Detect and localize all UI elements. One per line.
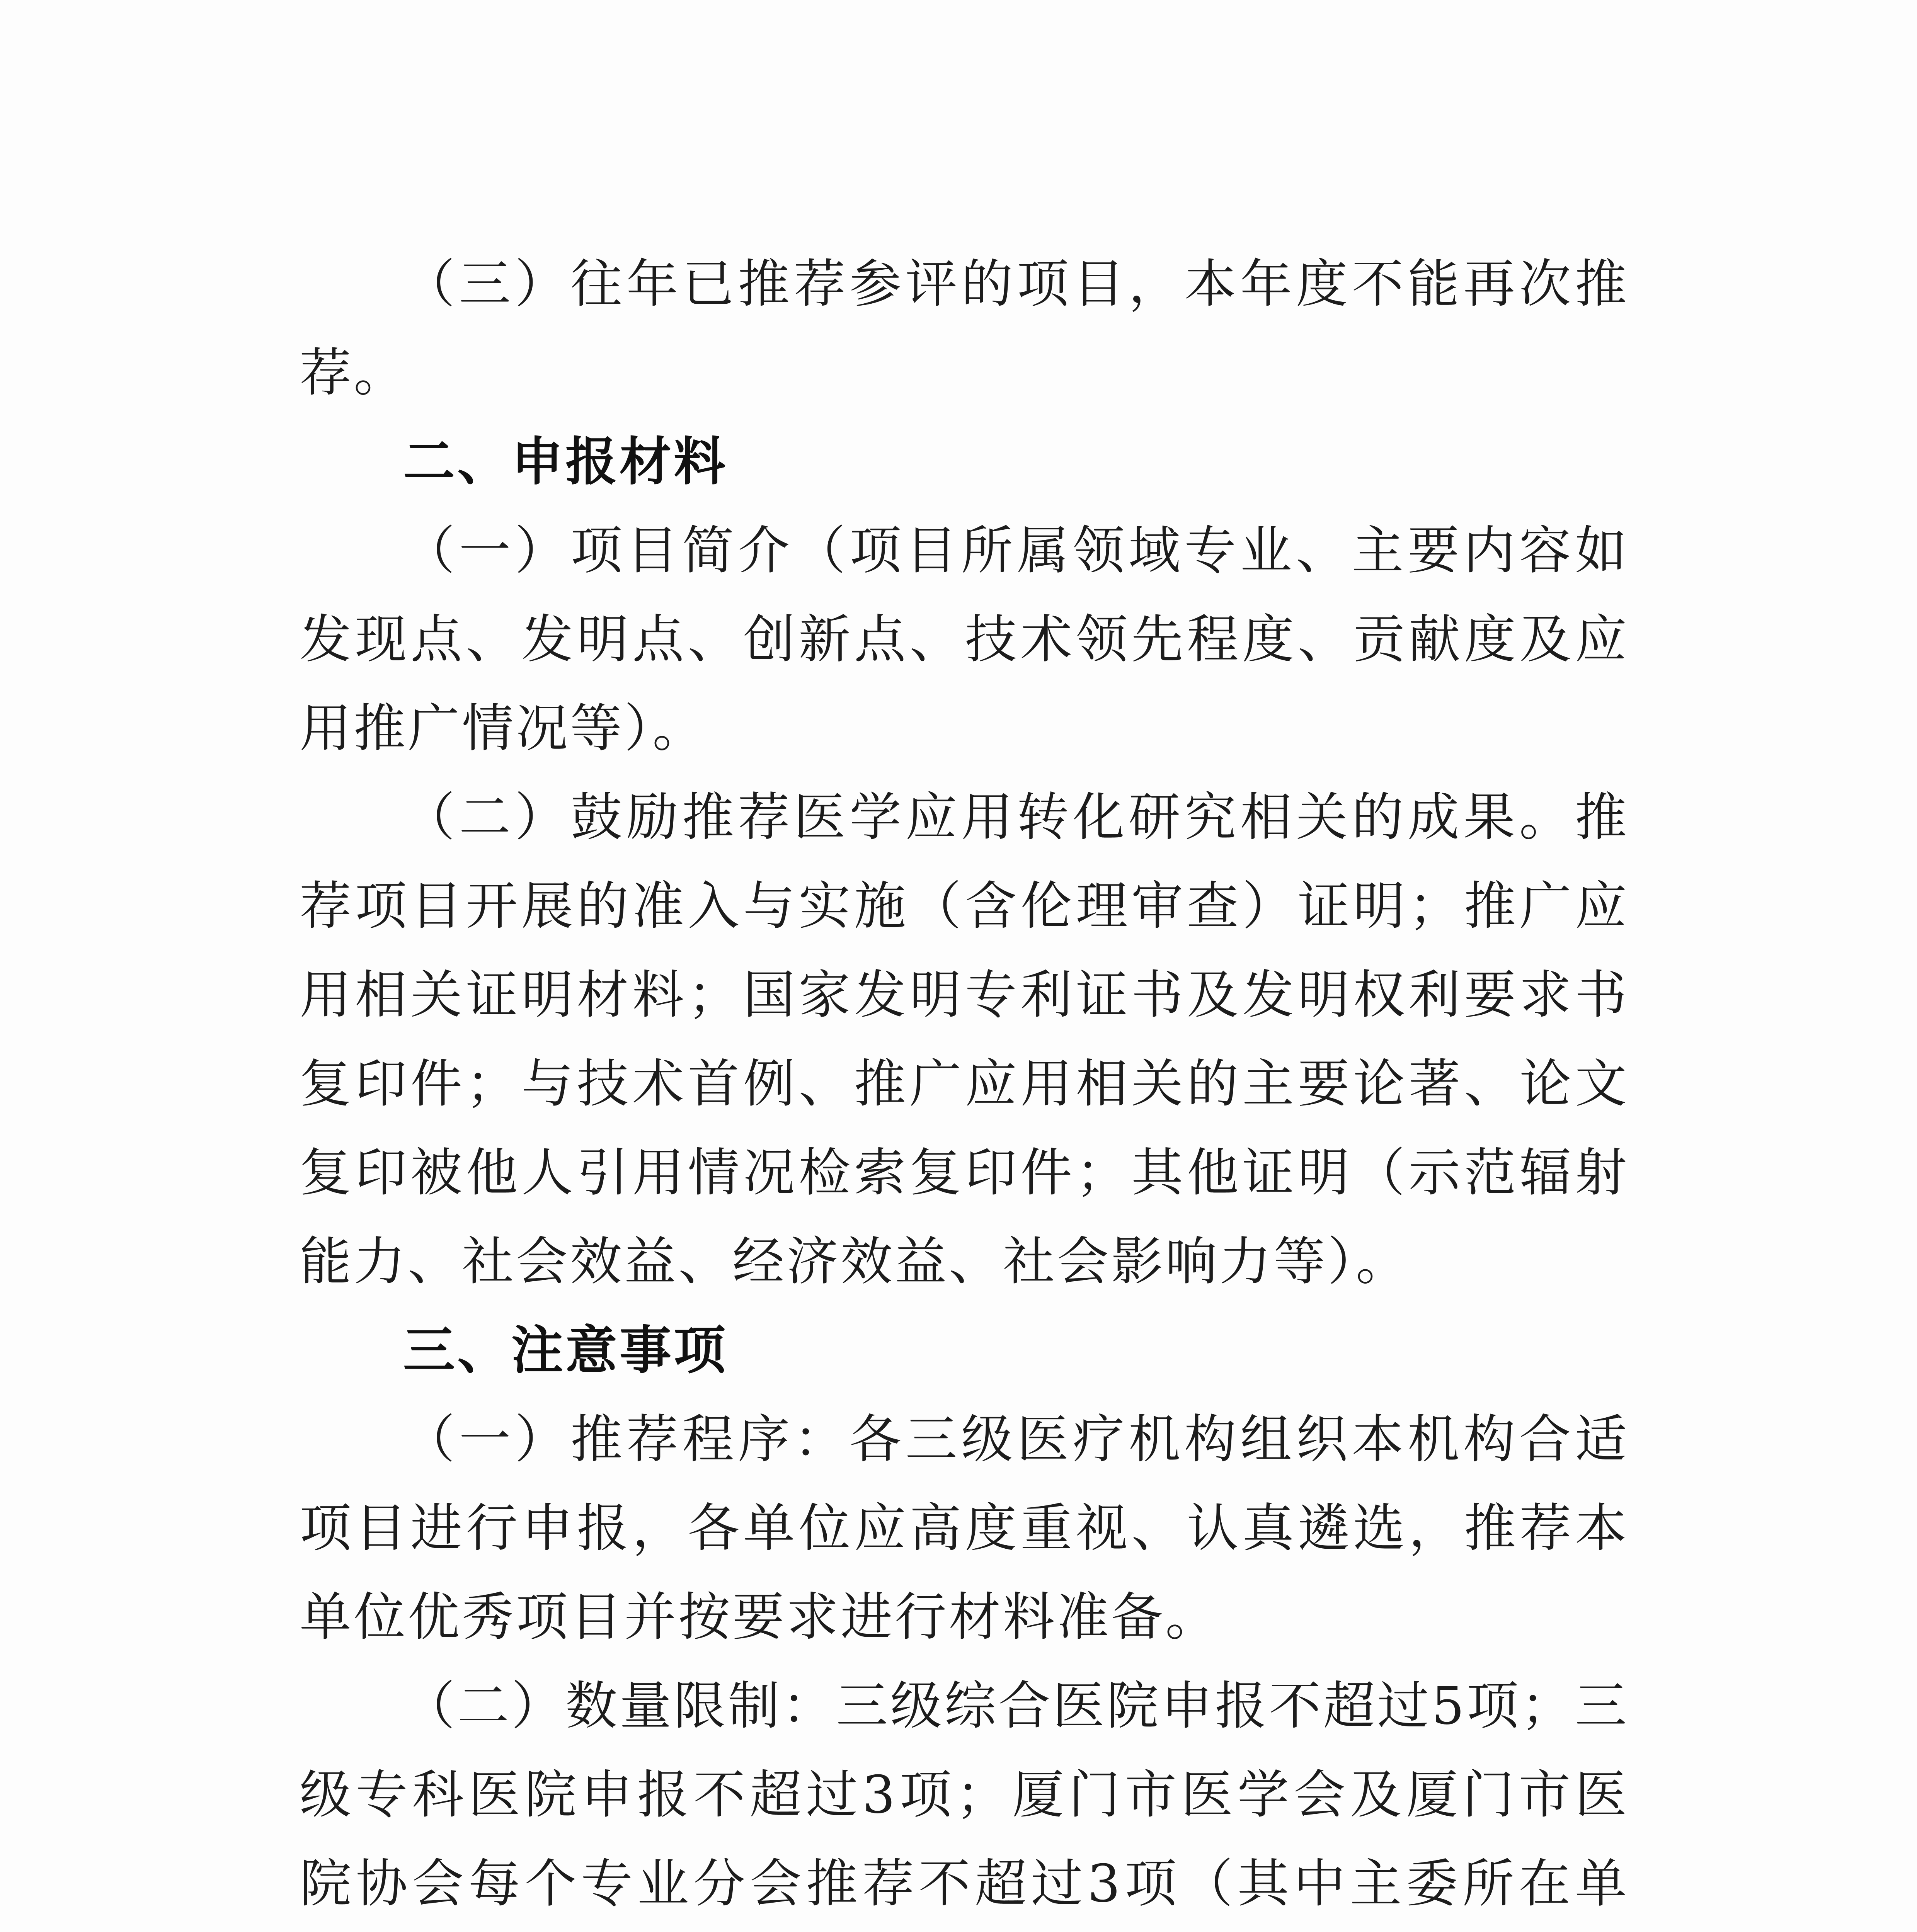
heading-notes: 三、注意事项 [403,1320,728,1381]
document-body [300,240,1629,1932]
paragraph-quantity-limit: （二）数量限制：三级综合医院申报不超过5项；三级专科医院申报不超过3项；厦门市医学会及厦门市医院协会每个专业分会推荐不超过3项（其中主委所在单 [300,1676,1629,1914]
paragraph-project-summary: （一）项目简介（项目所属领域专业、主要内容如发现点、发明点、创新点、技术领先程度、贡献度及应用推广情况等）。 [300,520,1629,759]
paragraph-past-projects: （三）往年已推荐参评的项目，本年度不能再次推荐。 [300,254,1629,403]
paragraph-supporting-documents: （二）鼓励推荐医学应用转化研究相关的成果。推荐项目开展的准入与实施（含伦理审查）证明；推广应用相关证明材料；国家发明专利证书及发明权利要求书复印件；与技术首例、推广应用相关的主要论著、论文复印被他人引用情况检索复印件；其他证明（示范辐射能力、社会效益、经济效益、社会影响力等）。 [300,787,1629,1292]
heading-application-materials: 二、申报材料 [403,432,728,492]
paragraph-recommendation-procedure: （一）推荐程序：各三级医疗机构组织本机构合适项目进行申报，各单位应高度重视、认真遴选，推荐本单位优秀项目并按要求进行材料准备。 [300,1409,1629,1647]
